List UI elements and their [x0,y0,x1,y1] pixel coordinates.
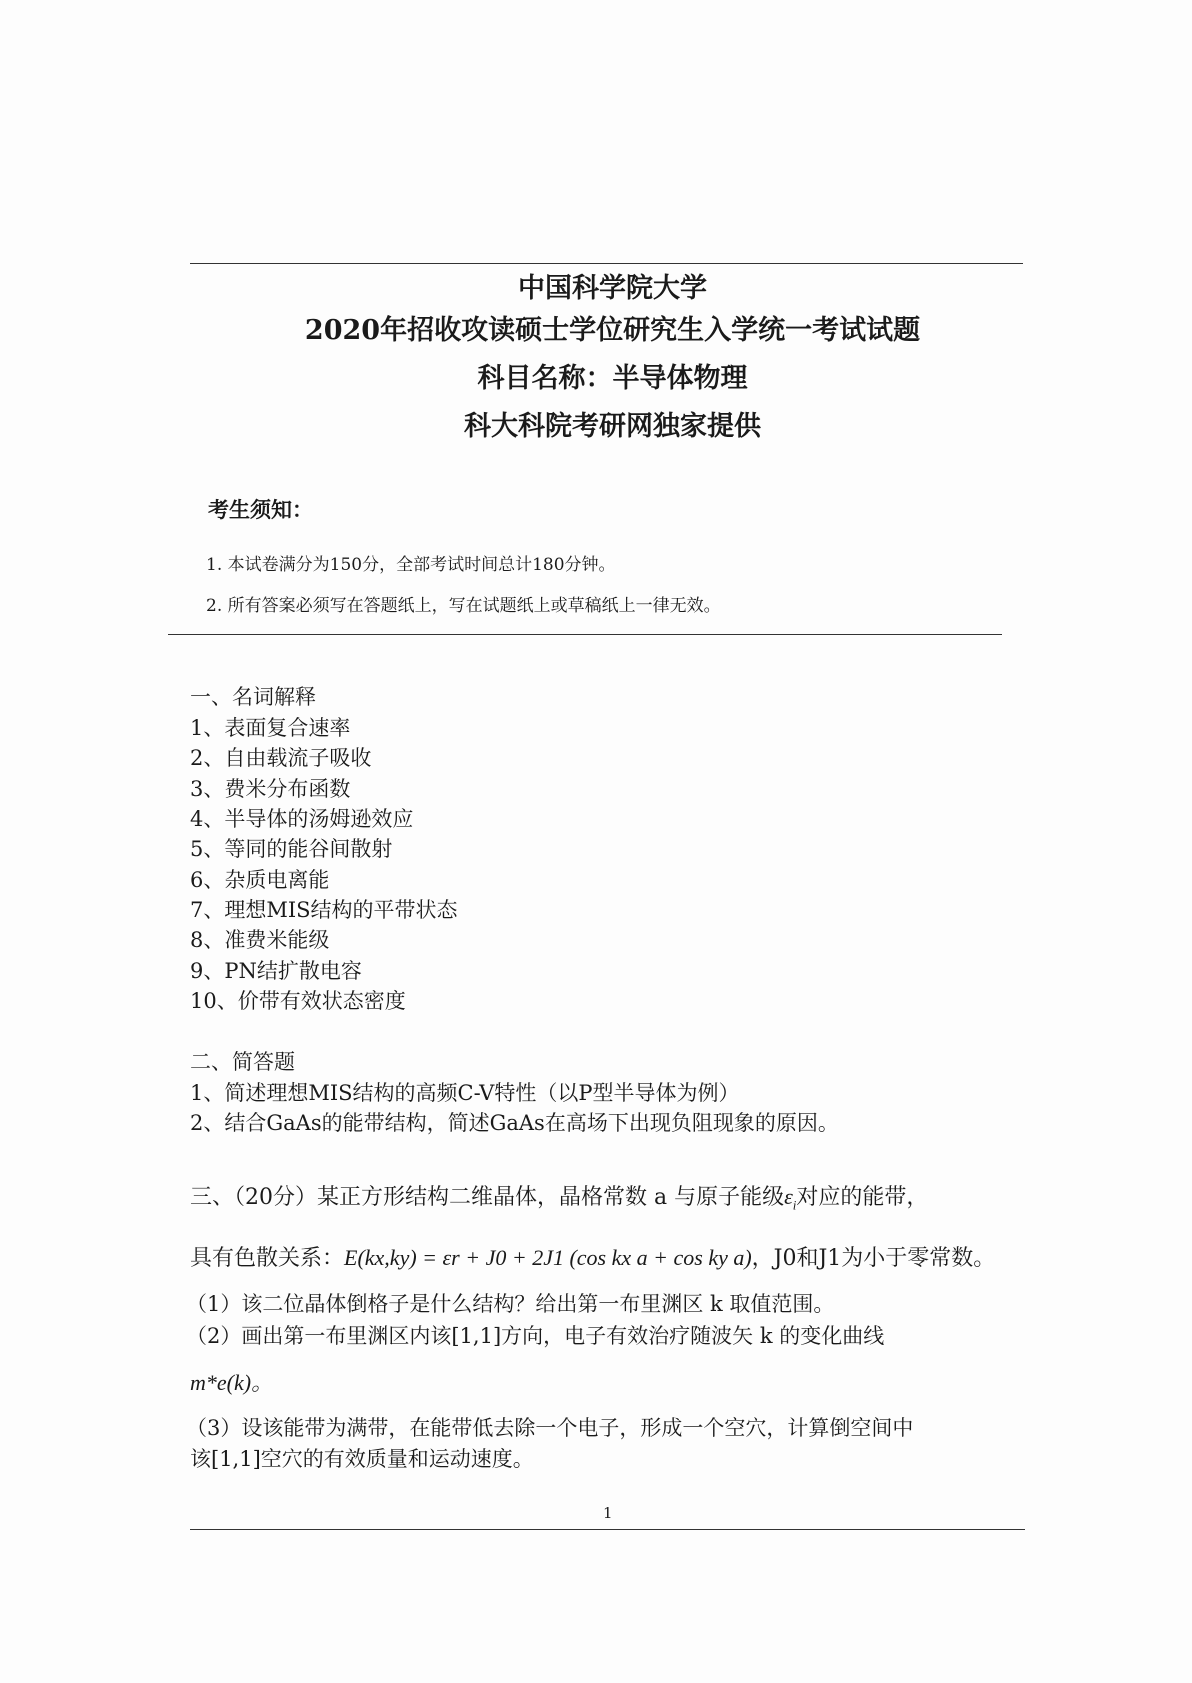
list-item: 2、自由载流子吸收 [190,746,372,770]
notice-item: 1. 本试卷满分为150分，全部考试时间总计180分钟。 [206,555,616,575]
bottom-rule [190,1529,1025,1530]
list-item: 3、费米分布函数 [190,777,351,801]
list-item: 8、准费米能级 [190,928,330,952]
list-item: 7、理想MIS结构的平带状态 [190,898,458,922]
dispersion-formula: E(kx,ky) = εr + J0 + 2J1 (cos kx a + cos ky a) [344,1245,752,1270]
question-3-line1: （3）设该能带为满带，在能带低去除一个电子，形成一个空穴，计算倒空间中 [186,1416,914,1440]
dispersion-line [190,1241,995,1272]
list-item: 6、杂质电离能 [190,868,330,892]
page-number: 1 [603,1504,613,1522]
epsilon-symbol: ε [784,1184,793,1209]
list-item: 1、简述理想MIS结构的高频C-V特性（以P型半导体为例） [190,1081,740,1105]
list-item: 10、价带有效状态密度 [190,989,406,1013]
question-2: （2）画出第一布里渊区内该[1,1]方向，电子有效治疗随波矢 k 的变化曲线 [186,1324,885,1348]
dispersion-prefix: 具有色散关系： [190,1246,345,1271]
effective-mass-formula: m*e(k)。 [190,1370,274,1395]
intro-end: 对应的能带， [796,1185,929,1210]
subject-title: 科目名称：半导体物理 [477,363,748,394]
intro-text: 三、（20分）某正方形结构二维晶体，晶格常数 a 与原子能级 [190,1185,785,1210]
list-item: 1、表面复合速率 [190,716,351,740]
university-name: 中国科学院大学 [518,273,707,304]
question-1: （1）该二位晶体倒格子是什么结构？给出第一布里渊区 k 取值范围。 [186,1292,835,1316]
list-item: 4、半导体的汤姆逊效应 [190,807,414,831]
list-item: 9、PN结扩散电容 [190,959,362,983]
notice-rule [168,634,1002,635]
epsilon-subscript: i [792,1197,797,1213]
provider-line: 科大科院考研网独家提供 [464,411,761,442]
section2-heading: 二、简答题 [190,1050,295,1074]
section3-intro [190,1180,928,1213]
notice-item: 2. 所有答案必须写在答题纸上，写在试题纸上或草稿纸上一律无效。 [206,596,721,616]
notice-heading: 考生须知： [208,498,313,522]
question-3-line2: 该[1,1]空穴的有效质量和运动速度。 [190,1447,534,1471]
top-rule [190,263,1023,264]
list-item: 5、等同的能谷间散射 [190,837,393,861]
exam-title: 2020年招收攻读硕士学位研究生入学统一考试试题 [304,315,921,346]
list-item: 2、结合GaAs的能带结构，简述GaAs在高场下出现负阻现象的原因。 [190,1111,839,1135]
dispersion-suffix: ，J0和J1为小于零常数。 [751,1246,996,1271]
section1-heading: 一、名词解释 [190,685,316,709]
